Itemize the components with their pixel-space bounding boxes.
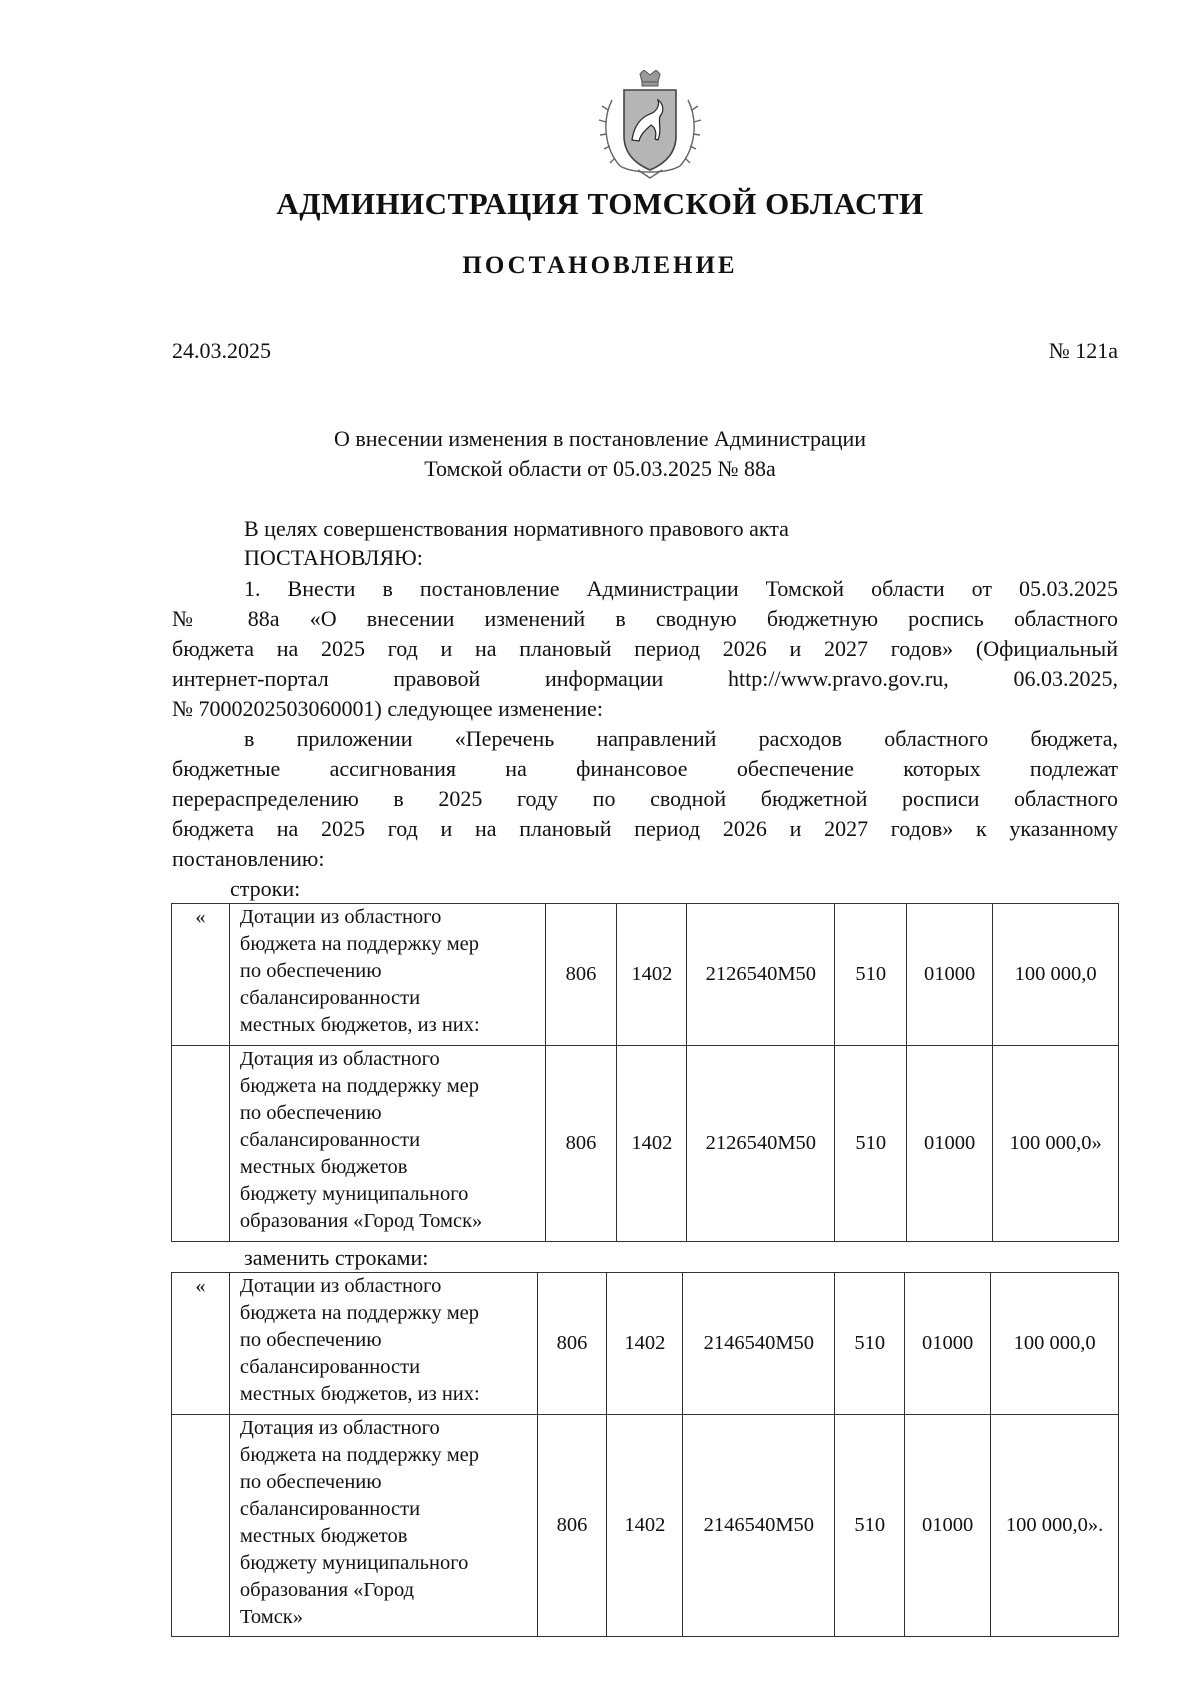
grbs-code: 806 (537, 1273, 607, 1415)
expense-type-code: 510 (835, 1046, 907, 1242)
paragraph-line: бюджетные ассигнования на финансовое обеспечение которых подлежат (172, 756, 1118, 781)
additional-code: 01000 (905, 1415, 991, 1637)
expense-type-code: 510 (835, 904, 907, 1046)
document-subject (0, 424, 1200, 484)
amount: 100 000,0 (993, 904, 1119, 1046)
table-row (172, 1273, 1119, 1415)
expense-type-code: 510 (835, 1273, 905, 1415)
section-code: 1402 (617, 904, 687, 1046)
additional-code: 01000 (907, 1046, 993, 1242)
expense-name: Дотация из областного бюджета на поддержку мер по обеспечению сбалансированности местных бюджетов бюджету муниципального образования «Город Томск» (229, 1046, 545, 1242)
document-number: № 121а (1048, 338, 1118, 363)
section-code: 1402 (607, 1273, 683, 1415)
amount: 100 000,0». (991, 1415, 1119, 1637)
paragraph-line: интернет-портал правовой информации http://www.pravo.gov.ru, 06.03.2025, (172, 666, 1118, 691)
target-article-code: 2126540М50 (687, 904, 835, 1046)
target-article-code: 2126540М50 (687, 1046, 835, 1242)
grbs-code: 806 (545, 904, 617, 1046)
paragraph-line: бюджета на 2025 год и на плановый период 2026 и 2027 годов» к указанному (172, 816, 1118, 841)
table-new-rows (171, 1272, 1119, 1637)
expense-name: Дотации из областного бюджета на поддержку мер по обеспечению сбалансированности местных бюджетов, из них: (229, 904, 545, 1046)
paragraph-line: в приложении «Перечень направлений расходов областного бюджета, (244, 726, 1118, 751)
table-row (172, 1415, 1119, 1637)
paragraph-line: 1. Внести в постановление Администрации Томской области от 05.03.2025 (244, 576, 1118, 601)
intro-text: В целях совершенствования нормативного правового акта (244, 516, 789, 541)
quote-mark: « (172, 1273, 230, 1415)
quote-mark (172, 1415, 230, 1637)
decree-word: ПОСТАНОВЛЯЮ: (244, 545, 423, 570)
section-code: 1402 (607, 1415, 683, 1637)
expense-name: Дотации из областного бюджета на поддержку мер по обеспечению сбалансированности местных бюджетов, из них: (229, 1273, 537, 1415)
target-article-code: 2146540М50 (683, 1273, 835, 1415)
paragraph-line: № 88а «О внесении изменений в сводную бюджетную роспись областного (172, 606, 1118, 631)
expense-name: Дотация из областного бюджета на поддержку мер по обеспечению сбалансированности местных бюджетов бюджету муниципального образования «Город Томск» (229, 1415, 537, 1637)
expense-type-code: 510 (835, 1415, 905, 1637)
additional-code: 01000 (907, 904, 993, 1046)
table-row (172, 904, 1119, 1046)
amount: 100 000,0» (993, 1046, 1119, 1242)
paragraph-line: бюджета на 2025 год и на плановый период 2026 и 2027 годов» (Официальный (172, 636, 1118, 661)
organization-title: АДМИНИСТРАЦИЯ ТОМСКОЙ ОБЛАСТИ (276, 186, 924, 221)
coat-of-arms-emblem (598, 70, 702, 180)
document-date: 24.03.2025 (172, 338, 271, 363)
table-old-rows (171, 903, 1119, 1242)
quote-mark (172, 1046, 230, 1242)
grbs-code: 806 (545, 1046, 617, 1242)
section-code: 1402 (617, 1046, 687, 1242)
additional-code: 01000 (905, 1273, 991, 1415)
subject-line: Томской области от 05.03.2025 № 88а (424, 456, 776, 481)
table-row (172, 1046, 1119, 1242)
paragraph-line: № 7000202503060001) следующее изменение: (172, 696, 603, 721)
subject-line: О внесении изменения в постановление Администрации (333, 426, 867, 451)
grbs-code: 806 (537, 1415, 607, 1637)
amount: 100 000,0 (991, 1273, 1119, 1415)
document-kind: ПОСТАНОВЛЕНИЕ (462, 252, 738, 279)
quote-mark: « (172, 904, 230, 1046)
rows-label: строки: (230, 876, 301, 901)
paragraph-line: перераспределению в 2025 году по сводной бюджетной росписи областного (172, 786, 1118, 811)
target-article-code: 2146540М50 (683, 1415, 835, 1637)
replace-label: заменить строками: (244, 1245, 429, 1270)
paragraph-line: постановлению: (172, 846, 325, 871)
